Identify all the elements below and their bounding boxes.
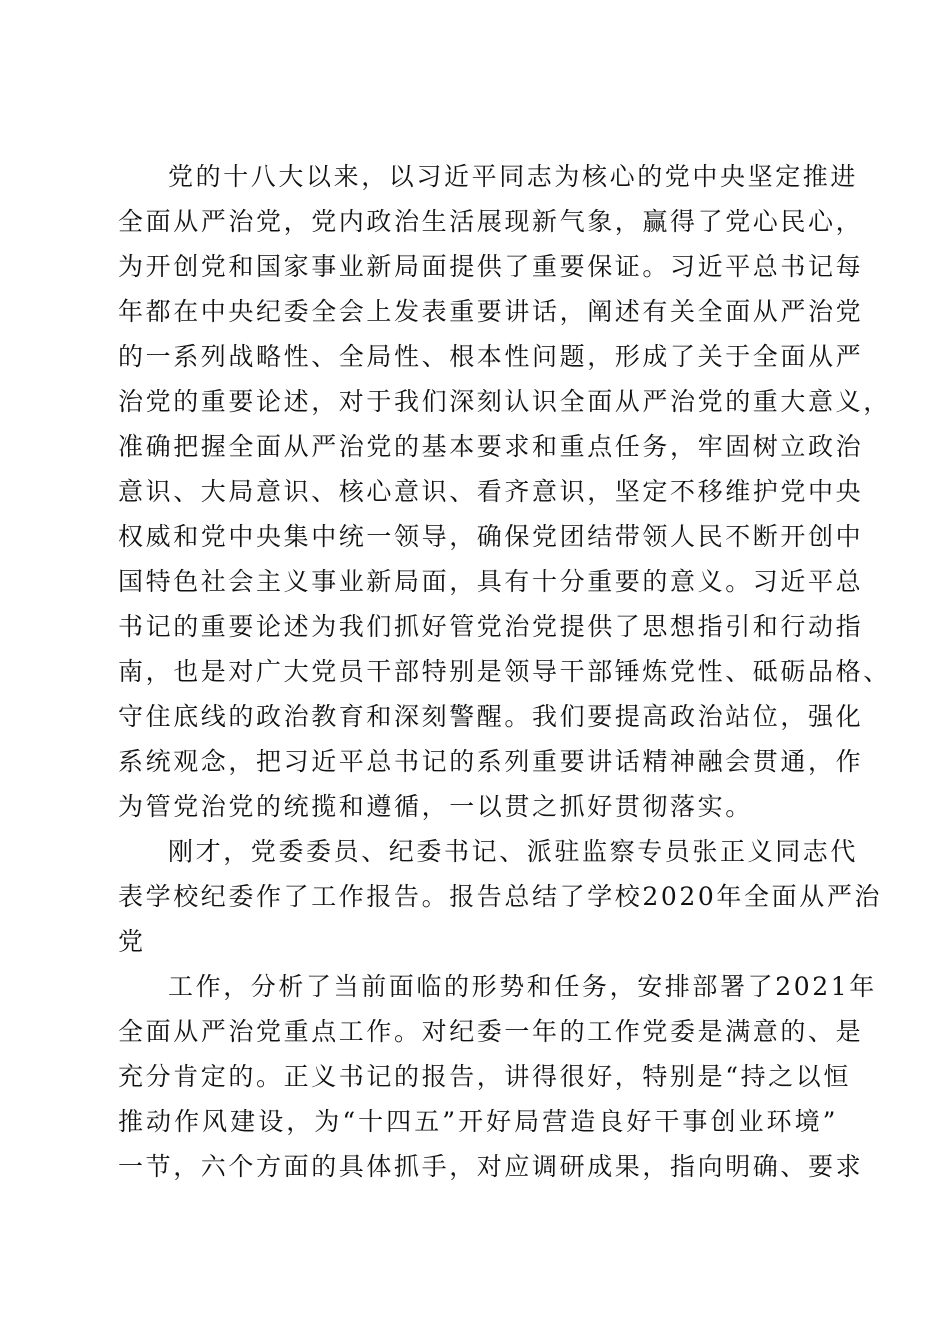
paragraph-1-line-9: 权威和党中央集中统一领导，确保党团结带领人民不断开创中 xyxy=(118,522,864,551)
paragraph-1-line-2: 全面从严治党，党内政治生活展现新气象，赢得了党心民心， xyxy=(118,207,864,236)
paragraph-3-line-1: 工作，分析了当前面临的形势和任务，安排部署了2021年 xyxy=(168,972,877,1001)
paragraph-1-line-13: 守住底线的政治教育和深刻警醒。我们要提高政治站位，强化 xyxy=(118,702,864,731)
paragraph-1-line-10: 国特色社会主义事业新局面，具有十分重要的意义。习近平总 xyxy=(118,567,864,596)
paragraph-2-line-2: 表学校纪委作了工作报告。报告总结了学校2020年全面从严治 xyxy=(118,882,883,911)
paragraph-2-line-3: 党 xyxy=(118,927,146,956)
paragraph-1-line-12: 南，也是对广大党员干部特别是领导干部锤炼党性、砥砺品格、 xyxy=(118,657,891,686)
paragraph-3-line-5: 一节，六个方面的具体抓手，对应调研成果，指向明确、要求 xyxy=(118,1152,864,1181)
paragraph-1-line-6: 治党的重要论述，对于我们深刻认识全面从严治党的重大意义， xyxy=(118,387,891,416)
paragraph-1-line-7: 准确把握全面从严治党的基本要求和重点任务，牢固树立政治 xyxy=(118,432,864,461)
paragraph-3-line-4: 推动作风建设，为“十四五”开好局营造良好干事创业环境” xyxy=(118,1107,838,1136)
paragraph-1-line-5: 的一系列战略性、全局性、根本性问题，形成了关于全面从严 xyxy=(118,342,864,371)
paragraph-1-line-8: 意识、大局意识、核心意识、看齐意识，坚定不移维护党中央 xyxy=(118,477,864,506)
paragraph-2-line-1: 刚才，党委委员、纪委书记、派驻监察专员张正义同志代 xyxy=(168,837,859,866)
paragraph-1-line-4: 年都在中央纪委全会上发表重要讲话，阐述有关全面从严治党 xyxy=(118,297,864,326)
paragraph-3-line-2: 全面从严治党重点工作。对纪委一年的工作党委是满意的、是 xyxy=(118,1017,864,1046)
paragraph-1-line-11: 书记的重要论述为我们抓好管党治党提供了思想指引和行动指 xyxy=(118,612,864,641)
paragraph-1-line-1: 党的十八大以来，以习近平同志为核心的党中央坚定推进 xyxy=(168,162,859,191)
paragraph-1-line-3: 为开创党和国家事业新局面提供了重要保证。习近平总书记每 xyxy=(118,252,864,281)
paragraph-1-line-14: 系统观念，把习近平总书记的系列重要讲话精神融会贯通，作 xyxy=(118,747,864,776)
paragraph-1-line-15: 为管党治党的统揽和遵循，一以贯之抓好贯彻落实。 xyxy=(118,792,753,821)
paragraph-3-line-3: 充分肯定的。正义书记的报告，讲得很好，特别是“持之以恒 xyxy=(118,1062,851,1091)
